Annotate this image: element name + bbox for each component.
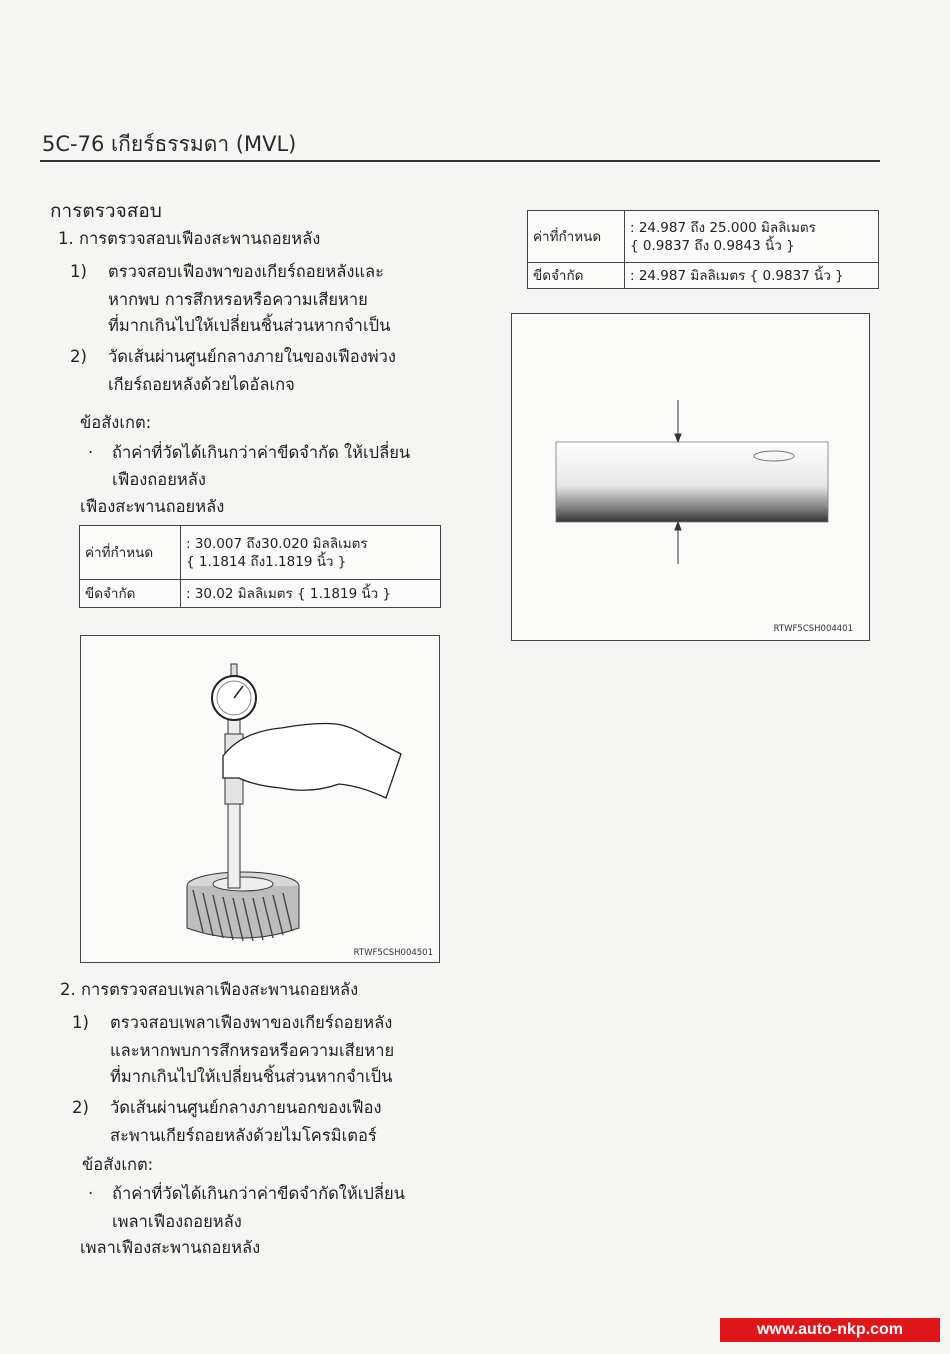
item2-note-line1: ถ้าค่าที่วัดได้เกินกว่าค่าขีดจำกัดให้เปลี่ยน: [112, 1184, 405, 1203]
item2-step2-line1: วัดเส้นผ่านศูนย์กลางภายนอกของเฟือง: [110, 1098, 382, 1117]
shaft-spec-value-cell: [625, 211, 879, 263]
item1-step1-line2: หากพบ การสึกหรอหรือความเสียหาย: [108, 290, 368, 309]
item1-note-line2: เฟืองถอยหลัง: [112, 470, 206, 489]
section-title: การตรวจสอบ: [50, 200, 162, 222]
shaft-body: [556, 442, 828, 522]
shaft-figure-code: RTWF5CSH004401: [773, 624, 853, 634]
item2-note-label: ข้อสังเกต:: [82, 1155, 154, 1174]
item2-step1-number: 1): [72, 1013, 89, 1032]
spec-label-cell: ค่าที่กำหนด: [80, 526, 181, 580]
item2-step1-line3: ที่มากเกินไปให้เปลี่ยนชิ้นส่วนหากจำเป็น: [110, 1067, 393, 1086]
page-title: 5C-76 เกียร์ธรรมดา (MVL): [42, 132, 297, 156]
shaft-spec-value-line1: : 24.987 ถึง 25.000 มิลลิเมตร: [630, 219, 816, 236]
item1-note-line1: ถ้าค่าที่วัดได้เกินกว่าค่าขีดจำกัด ให้เปลี่ยน: [112, 443, 411, 462]
item1-step2-line2: เกียร์ถอยหลังด้วยไดอัลเกจ: [108, 375, 295, 394]
item2-step1-line2: และหากพบการสึกหรอหรือความเสียหาย: [110, 1041, 395, 1060]
item1-step1-number: 1): [70, 262, 87, 281]
item2-step2-line2: สะพานเกียร์ถอยหลังด้วยไมโครมิเตอร์: [110, 1126, 377, 1145]
website-watermark: www.auto-nkp.com: [720, 1318, 940, 1342]
dial-gauge-figure: [80, 635, 440, 963]
shaft-spec-label-cell: ค่าที่กำหนด: [528, 211, 625, 263]
shaft-illustration: [512, 314, 869, 640]
item1-step1-line1: ตรวจสอบเฟืองพาของเกียร์ถอยหลังและ: [108, 262, 385, 281]
shaft-figure: [511, 313, 870, 641]
dial-gauge-illustration: [81, 636, 439, 962]
limit-label-cell: ขีดจำกัด: [80, 580, 181, 608]
spec-value-cell: [181, 526, 441, 580]
spec-value-line2: { 1.1814 ถึง1.1819 นิ้ว }: [186, 553, 347, 570]
shaft-limit-value-cell: : 24.987 มิลลิเมตร { 0.9837 นิ้ว }: [625, 263, 879, 289]
item1-step1-line3: ที่มากเกินไปให้เปลี่ยนชิ้นส่วนหากจำเป็น: [108, 316, 391, 335]
gear-illustration: [187, 872, 299, 941]
item2-step2-number: 2): [72, 1098, 89, 1117]
dial-gauge-icon: [212, 664, 256, 720]
item1-step2-number: 2): [70, 347, 87, 366]
item2-note-line2: เพลาเฟืองถอยหลัง: [112, 1212, 242, 1231]
shaft-spec-value-line2: { 0.9837 ถึง 0.9843 นิ้ว }: [630, 237, 795, 254]
item2-note-bullet: ·: [88, 1184, 94, 1203]
figure-code: RTWF5CSH004501: [353, 948, 433, 958]
item1-spec-table: [79, 525, 441, 608]
shaft-limit-label-cell: ขีดจำกัด: [528, 263, 625, 289]
hand-illustration: [223, 724, 401, 799]
shaft-spec-table: [527, 210, 879, 289]
limit-value-cell: : 30.02 มิลลิเมตร { 1.1819 นิ้ว }: [181, 580, 441, 608]
item2-step1-line1: ตรวจสอบเพลาเฟืองพาของเกียร์ถอยหลัง: [110, 1013, 393, 1032]
item1-table-caption: เฟืองสะพานถอยหลัง: [80, 497, 225, 516]
item2-table-caption: เพลาเฟืองสะพานถอยหลัง: [80, 1238, 261, 1257]
item1-note-label: ข้อสังเกต:: [80, 413, 152, 432]
item1-step2-line1: วัดเส้นผ่านศูนย์กลางภายในของเฟืองพ่วง: [108, 347, 396, 366]
spec-value-line1: : 30.007 ถึง30.020 มิลลิเมตร: [186, 535, 368, 552]
item1-heading: 1. การตรวจสอบเฟืองสะพานถอยหลัง: [58, 229, 321, 248]
item1-note-bullet: ·: [88, 443, 94, 462]
header-divider: [40, 160, 880, 162]
item2-heading: 2. การตรวจสอบเพลาเฟืองสะพานถอยหลัง: [60, 980, 359, 999]
